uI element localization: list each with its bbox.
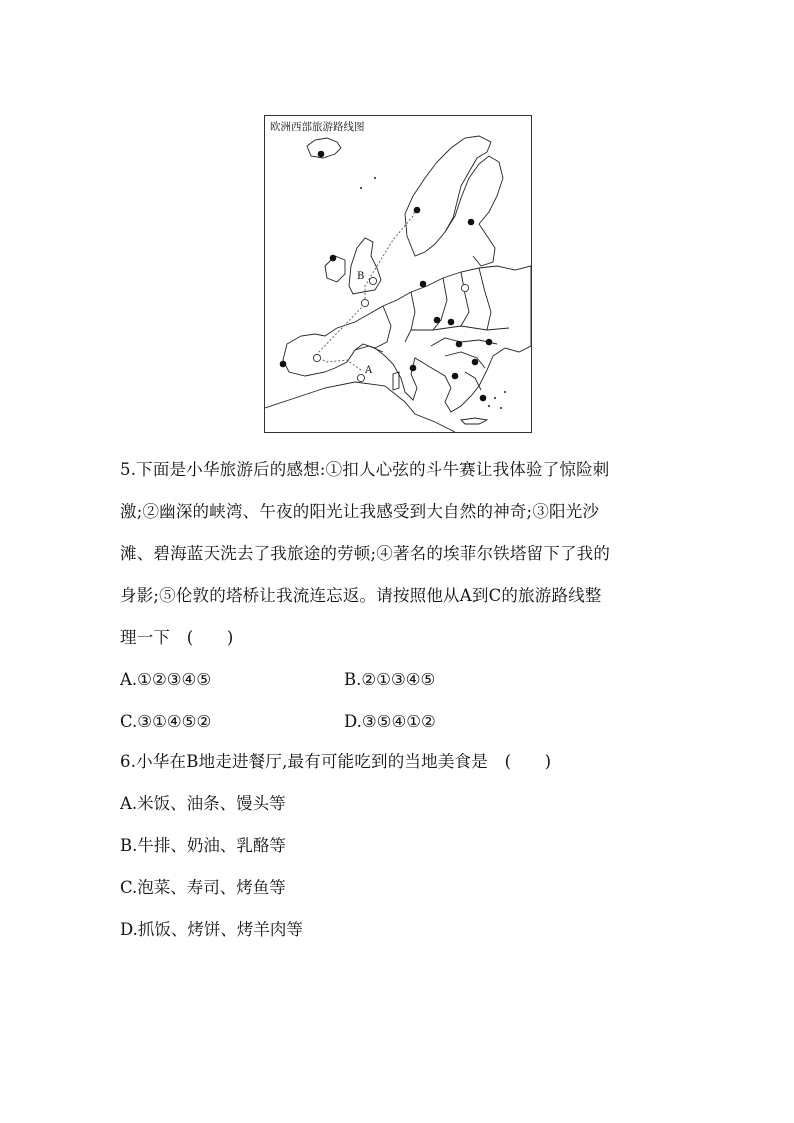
border-8	[445, 352, 485, 368]
route-stop-spain	[313, 354, 320, 361]
capital-dot	[486, 339, 493, 346]
question-6-option-b: B.牛排、奶油、乳酪等	[120, 836, 286, 855]
question-5-line-3: 滩、碧海蓝天洗去了我旅途的劳顿;④著名的埃菲尔铁塔留下了我的	[120, 544, 611, 563]
africa-coast	[265, 382, 455, 432]
question-5-option-c: C.③①④⑤②	[120, 712, 212, 731]
crete-outline	[461, 418, 487, 424]
capital-dot	[330, 255, 337, 262]
capital-dot	[468, 219, 475, 226]
question-5-line-5: 理一下 ( )	[120, 628, 234, 647]
capital-dot	[434, 317, 441, 324]
travel-route-line	[315, 210, 415, 370]
map-label-b: B	[357, 271, 365, 282]
capital-dot	[452, 373, 459, 380]
question-5-line-1: 5.下面是小华旅游后的感想:①扣人心弦的斗牛赛让我体验了惊险刺	[120, 460, 610, 479]
question-5-option-a: A.①②③④⑤	[120, 670, 212, 689]
sardinia-outline	[393, 372, 399, 390]
border-6	[411, 326, 509, 330]
border-2	[405, 292, 415, 342]
question-6-option-d: D.抓饭、烤饼、烤羊肉等	[120, 920, 303, 939]
border-4	[461, 272, 469, 326]
border-1	[375, 306, 391, 348]
europe-travel-route-map	[264, 115, 532, 433]
question-5-option-b: B.②①③④⑤	[344, 670, 436, 689]
border-5	[479, 268, 491, 330]
route-stop-france	[361, 299, 368, 306]
capital-dot	[472, 359, 479, 366]
question-6-stem: 6.小华在B地走进餐厅,最有可能吃到的当地美食是 ( )	[120, 752, 552, 771]
map-label-a: A	[365, 365, 373, 376]
route-stop-b	[369, 277, 376, 284]
capital-dot	[410, 365, 417, 372]
question-5-option-d: D.③⑤④①②	[344, 712, 436, 731]
question-6-option-c: C.泡菜、寿司、烤鱼等	[120, 878, 286, 897]
route-stop-a	[357, 374, 364, 381]
map-drawing	[265, 116, 531, 432]
capital-dot	[448, 319, 455, 326]
border-9	[465, 372, 481, 390]
capital-dot	[420, 281, 427, 288]
sweden-finland-border	[445, 156, 503, 232]
capital-dot	[280, 361, 287, 368]
route-stop-c	[461, 284, 468, 291]
capital-dot	[318, 151, 325, 158]
capital-dot	[414, 207, 421, 214]
map-title: 欧洲西部旅游路线图	[270, 121, 365, 133]
capital-dot	[456, 341, 463, 348]
question-5-line-2: 激;②幽深的峡湾、午夜的阳光让我感受到大自然的神奇;③阳光沙	[120, 502, 600, 521]
baltic-coast	[473, 224, 495, 266]
scandinavia-outline	[405, 136, 491, 256]
question-6-option-a: A.米饭、油条、馒头等	[120, 794, 286, 813]
capital-dot	[480, 395, 487, 402]
question-5-line-4: 身影;⑤伦敦的塔桥让我流连忘返。请按照他从A到C的旅游路线整	[120, 586, 602, 605]
